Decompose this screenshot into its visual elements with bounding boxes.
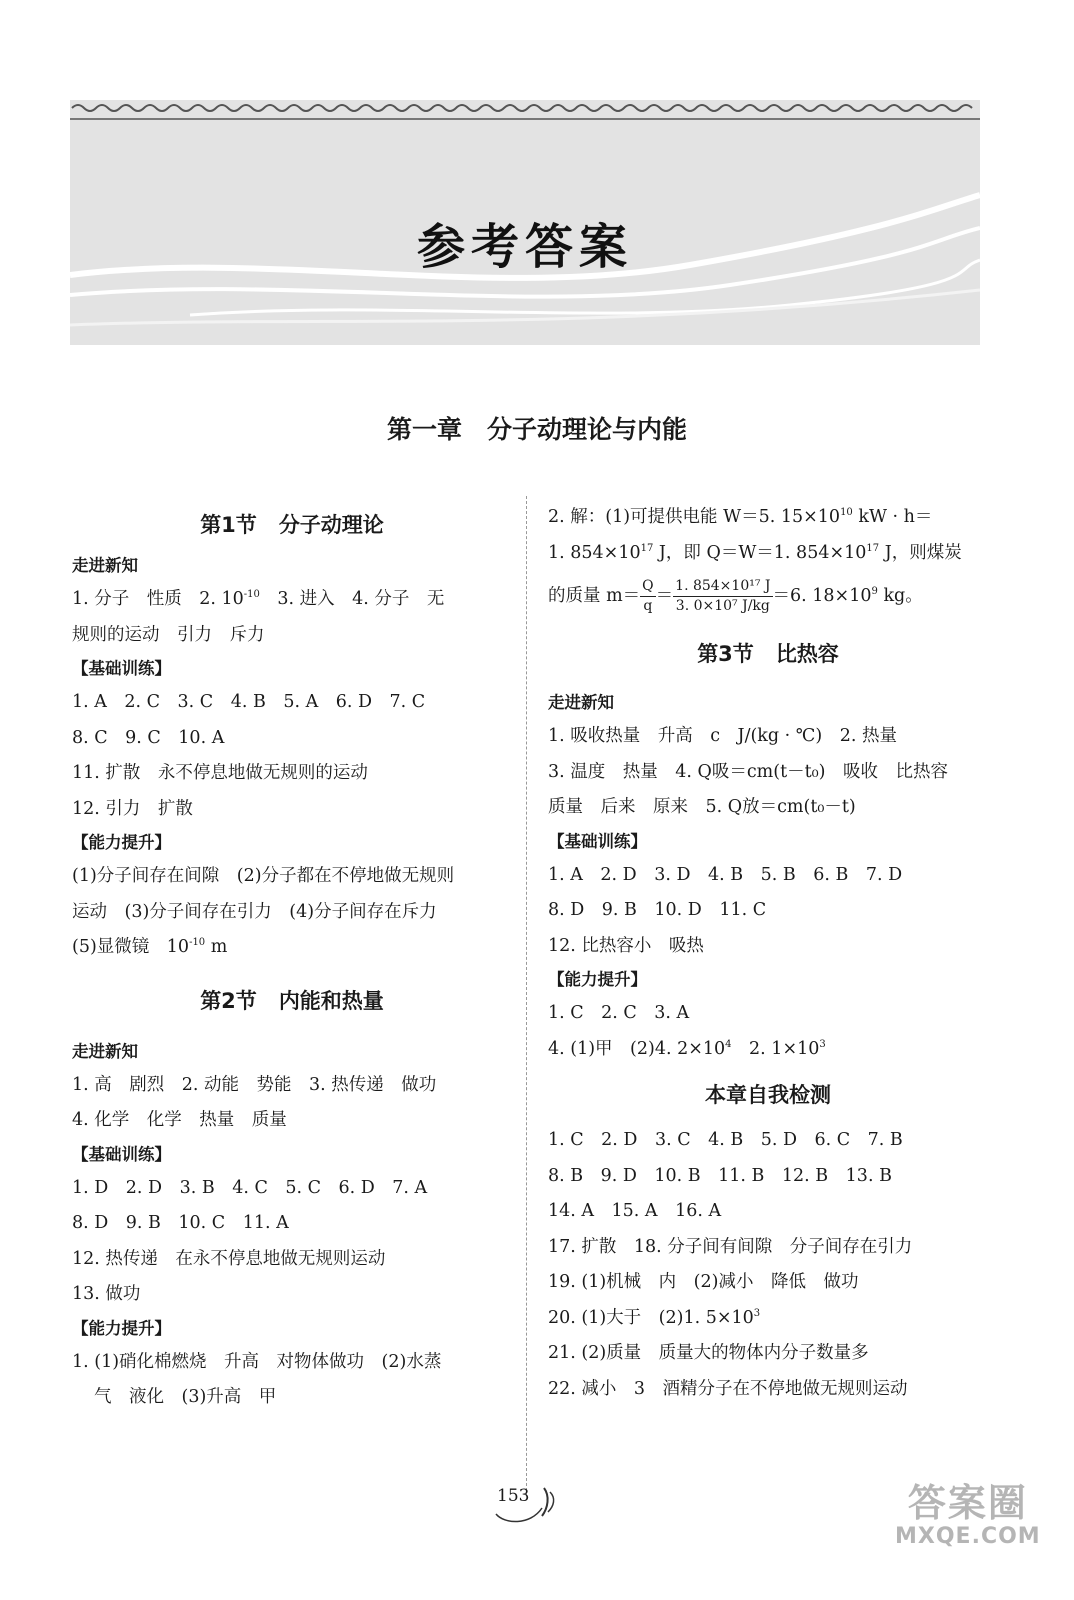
subheading: 走进新知 (548, 693, 614, 712)
watermark (895, 1482, 1041, 1550)
answer-line: (5)显微镜 $10^{-10}$ m (72, 937, 228, 957)
answer-line: 1. D 2. D 3. B 4. C 5. C 6. D 7. A (72, 1177, 428, 1198)
right-column (548, 500, 988, 1407)
header-banner (70, 100, 980, 345)
answer-line: 质量 后来 原来 5. Q放＝cm(t₀－t) (548, 797, 856, 817)
answer-line: 1. A 2. C 3. C 4. B 5. A 6. D 7. C (72, 692, 426, 712)
answer-line: 1. 高 剧烈 2. 动能 势能 3. 热传递 做功 (72, 1074, 437, 1095)
section-number: 第3节 (697, 642, 754, 666)
section-3-title (548, 621, 988, 687)
answer-line: 12. 热传递 在永不停息地做无规则运动 (72, 1248, 386, 1269)
review-title: 本章自我检测 (705, 1083, 831, 1107)
subheading: 走进新知 (72, 1041, 138, 1061)
answer-line: 4. 化学 化学 热量 质量 (72, 1110, 287, 1130)
answer-line: 2. 解：(1)可提供电能 W＝5. $15\times 10^{10}$ kW · h＝ (548, 507, 933, 527)
answer-line: 17. 扩散 18. 分子间有间隙 分子间存在引力 (548, 1236, 913, 1257)
answer-line: 1. C 2. D 3. C 4. B 5. D 6. C 7. B (548, 1130, 903, 1150)
answer-line: 4. (1)甲 (2)4. $2\times 10^4$ 2. $1\times 10^3$ (548, 1038, 826, 1059)
answer-line: 规则的运动 引力 斥力 (72, 624, 265, 645)
answer-line: 1. 吸收热量 升高 c J/(kg · ℃) 2. 热量 (548, 726, 897, 746)
column-divider (526, 496, 527, 1496)
answer-line: 气 液化 (3)升高 甲 (94, 1387, 277, 1407)
formula-line: 的质量 m＝ $\frac{Q}{q}$ ＝ $\frac{\text{1. 854×10¹⁷ J}}{\text{3. 0×10⁷ J/kg}}$ ＝6. $18\times 10^9$ kg。 (548, 578, 923, 614)
answer-line: 8. D 9. B 10. D 11. C (548, 900, 767, 920)
subheading: 【能力提升】 (548, 970, 647, 989)
chapter-title: 第一章 分子动理论与内能 (386, 415, 687, 444)
fraction-values: $\frac{\text{1. 854×10¹⁷ J}}{\text{3. 0×10⁷ J/kg}}$ (675, 578, 771, 614)
section-number: 第1节 (200, 513, 257, 537)
answer-line: 运动 (3)分子间存在引力 (4)分子间存在斥力 (72, 901, 437, 922)
section-name: 分子动理论 (278, 513, 384, 537)
answer-line: (1)分子间存在间隙 (2)分子都在不停地做无规则 (72, 866, 455, 886)
answer-line: 1. 分子 性质 2. $10^{-10}$ 3. 进入 4. 分子 无 (72, 589, 445, 609)
answer-line: 3. 温度 热量 4. Q吸＝cm(t－t₀) 吸收 比热容 (548, 761, 948, 782)
subheading: 【基础训练】 (72, 659, 171, 678)
subheading: 【能力提升】 (72, 1318, 171, 1338)
section-2-title (72, 966, 512, 1036)
page-number: 153 (497, 1486, 530, 1506)
answer-line: 1. $854\times 10^{17}$ J，即 Q＝W＝1. $854\times 10^{17}$ J，则煤炭 (548, 542, 962, 563)
answer-line: 11. 扩散 永不停息地做无规则的运动 (72, 763, 368, 783)
section-name: 内能和热量 (278, 988, 384, 1013)
answer-line: 1. C 2. C 3. A (548, 1003, 690, 1023)
watermark-url: MXQE.COM (895, 1524, 1041, 1549)
banner-title: 参考答案 (416, 219, 633, 275)
answer-line: 12. 引力 扩散 (72, 798, 193, 819)
section-name: 比热容 (775, 642, 839, 666)
answer-line: 21. (2)质量 质量大的物体内分子数量多 (548, 1343, 869, 1363)
answer-line: 13. 做功 (72, 1284, 141, 1304)
answer-line: 8. B 9. D 10. B 11. B 12. B 13. B (548, 1165, 892, 1186)
watermark-logo: 答案圈 (907, 1481, 1028, 1525)
section-number: 第2节 (200, 988, 257, 1013)
subheading: 【基础训练】 (548, 831, 647, 851)
answer-line: 19. (1)机械 内 (2)减小 降低 做功 (548, 1272, 859, 1292)
answer-line: 22. 减小 3 酒精分子在不停地做无规则运动 (548, 1378, 908, 1399)
answer-line: 8. C 9. C 10. A (72, 727, 225, 748)
answer-line: 12. 比热容小 吸热 (548, 935, 704, 956)
left-column (72, 500, 512, 1416)
section-1-title (72, 500, 512, 550)
subheading: 【基础训练】 (72, 1144, 171, 1164)
fraction-q-over-q: $\frac{Q}{q}$ (642, 578, 654, 614)
subheading: 【能力提升】 (72, 833, 171, 852)
answer-line: 1. (1)硝化棉燃烧 升高 对物体做功 (2)水蒸 (72, 1351, 442, 1372)
answer-line: 20. (1)大于 (2)1. $5\times 10^3$ (548, 1307, 761, 1328)
answer-line: 1. A 2. D 3. D 4. B 5. B 6. B 7. D (548, 864, 903, 885)
answer-line: 8. D 9. B 10. C 11. A (72, 1213, 289, 1233)
subheading: 走进新知 (72, 556, 138, 575)
answer-line: 14. A 15. A 16. A (548, 1201, 722, 1221)
